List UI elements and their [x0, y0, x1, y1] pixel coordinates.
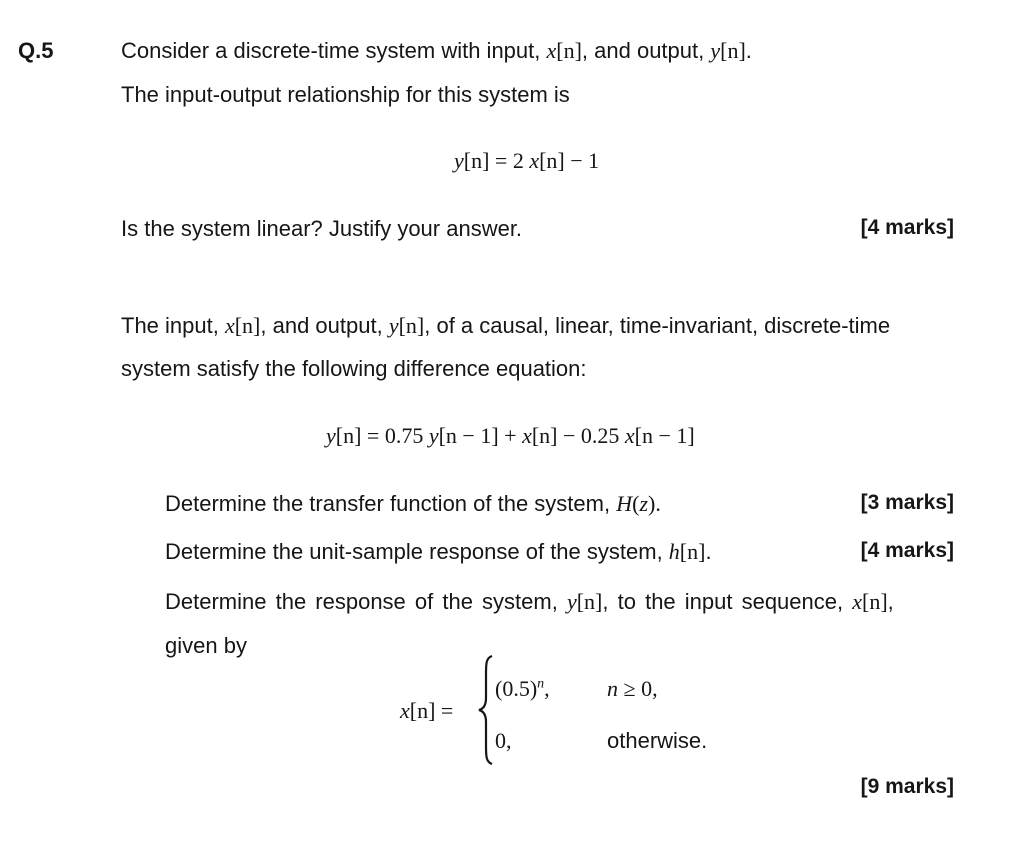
intro-line-2: The input-output relationship for this system is — [121, 82, 570, 107]
eq1-rest: [n] = 2 — [463, 148, 530, 173]
part4-question — [165, 589, 894, 615]
lti-input-index: [n] — [234, 313, 261, 338]
lti-output-symbol: y — [388, 313, 399, 338]
difference-equation — [326, 423, 695, 449]
part4-marks: [9 marks] — [860, 775, 954, 798]
part4-text-1: Determine the response of the system, — [165, 589, 567, 614]
eq2-y2: y — [428, 423, 439, 448]
lti-output-index: [n] — [398, 313, 425, 338]
eq2-x2: x — [624, 423, 635, 448]
part4-n2: [n] — [862, 589, 888, 614]
part3-n: [n] — [679, 539, 706, 564]
part4-y: y — [566, 589, 577, 614]
eq2-c: [n] − 0.25 — [531, 423, 625, 448]
part2-question — [165, 491, 661, 517]
input-index: [n] — [556, 38, 582, 63]
eq2-y1: y — [326, 423, 336, 448]
eq1-y: y — [454, 148, 464, 173]
cond1-n: n — [607, 676, 618, 701]
part2-paren-open: ( — [632, 491, 640, 516]
equation-input-output — [454, 148, 599, 174]
piecewise-x: x — [400, 698, 410, 723]
part3-marks: [4 marks] — [860, 539, 954, 562]
part4-x: x — [852, 589, 862, 614]
case1-exponent: n — [537, 676, 545, 692]
part2-H: H — [616, 491, 633, 516]
lti-line-2: system satisfy the following difference equation: — [121, 356, 587, 381]
output-index: [n] — [720, 38, 746, 63]
part4-line-2: given by — [165, 633, 247, 658]
piecewise-lhs-rest: [n] = — [409, 698, 454, 723]
lti-text-1: The input, — [121, 313, 225, 338]
part3-dot: . — [705, 539, 712, 564]
eq1-x: x — [529, 148, 540, 173]
case1-value — [495, 676, 550, 702]
input-signal-symbol: x — [546, 38, 557, 63]
case1-base: (0.5) — [495, 676, 538, 701]
case2-condition: otherwise. — [607, 728, 708, 753]
intro-text-2: , and output, — [581, 38, 711, 63]
part4-n1: [n] — [576, 589, 603, 614]
part2-paren-close: ). — [648, 491, 661, 516]
eq1-tail: [n] − 1 — [539, 148, 600, 173]
part2-marks: [3 marks] — [860, 491, 954, 514]
eq2-b: [n − 1] + — [438, 423, 523, 448]
part2-z: z — [639, 491, 648, 516]
eq2-x1: x — [522, 423, 532, 448]
case1-comma: , — [544, 676, 550, 701]
part4-text-2: , to the input sequence, — [602, 589, 853, 614]
intro-text-3: . — [745, 38, 752, 63]
part3-h: h — [668, 539, 680, 564]
piecewise-lhs — [400, 698, 453, 724]
part4-text-3: , — [887, 589, 894, 614]
lti-line-1 — [121, 313, 890, 339]
left-brace — [478, 654, 494, 766]
output-signal-symbol: y — [710, 38, 721, 63]
part3-question — [165, 539, 712, 565]
part1-question: Is the system linear? Justify your answer. — [121, 216, 523, 241]
lti-input-symbol: x — [224, 313, 235, 338]
part1-marks: [4 marks] — [860, 216, 954, 239]
intro-text-1: Consider a discrete-time system with input, — [121, 38, 547, 63]
part3-text: Determine the unit-sample response of the system, — [165, 539, 669, 564]
eq2-a: [n] = 0.75 — [335, 423, 429, 448]
lti-text-3: , of a causal, linear, time-invariant, discrete-time — [424, 313, 891, 338]
case1-condition — [607, 676, 658, 702]
question-number: Q.5 — [18, 38, 54, 63]
lti-text-2: , and output, — [260, 313, 389, 338]
eq2-d: [n − 1] — [634, 423, 695, 448]
cond1-rest: ≥ 0, — [618, 676, 658, 701]
case2-value: 0, — [495, 728, 512, 753]
part2-text: Determine the transfer function of the system, — [165, 491, 617, 516]
intro-line-1 — [121, 38, 752, 64]
